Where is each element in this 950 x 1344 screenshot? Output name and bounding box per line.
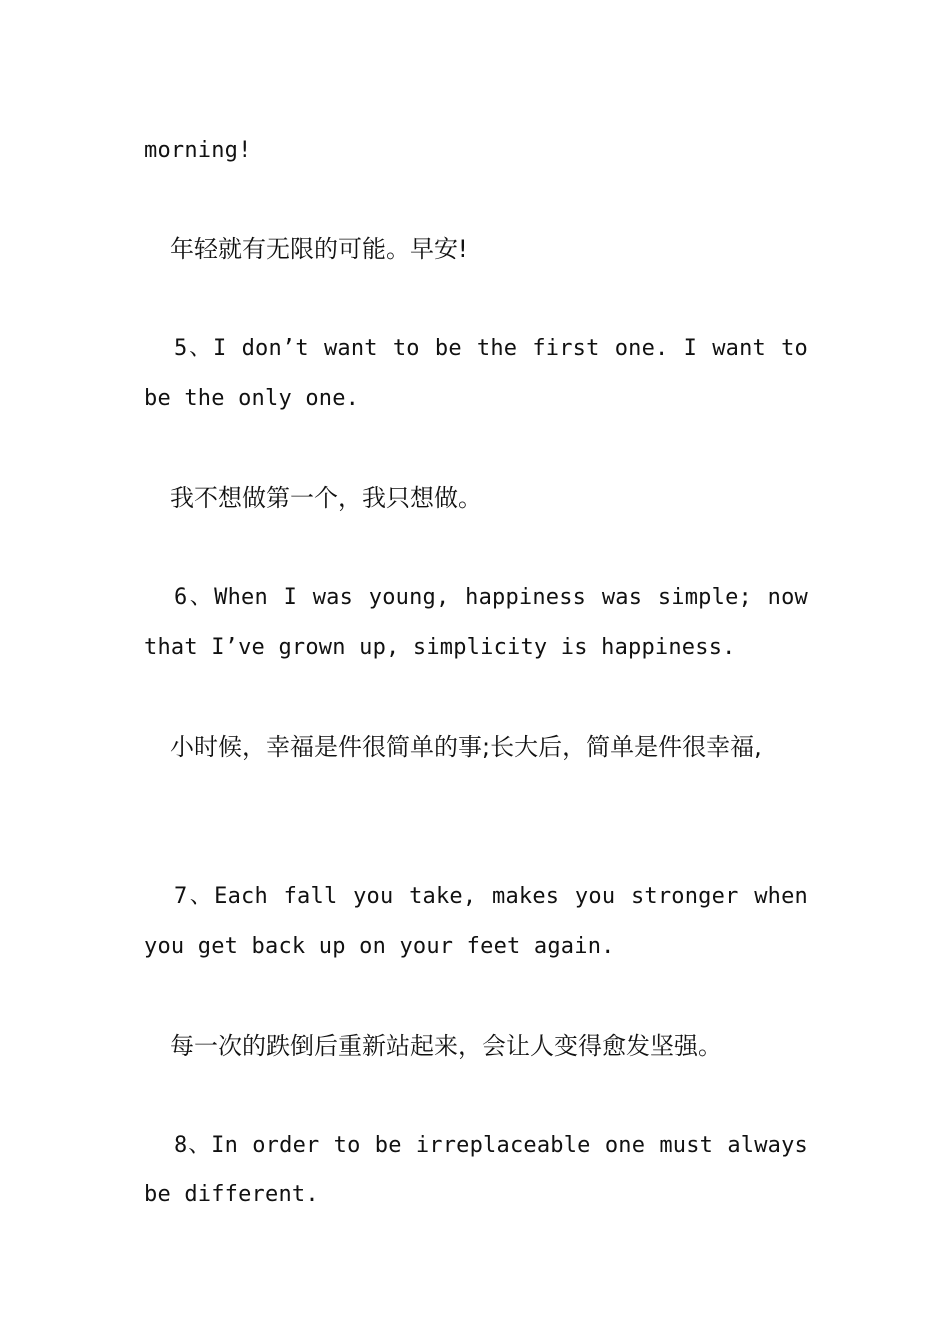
- quote-7-line-1: 7、Each fall you take, makes you stronger when: [174, 884, 808, 909]
- quote-6-line-2: that I’ve grown up, simplicity is happiness.: [144, 635, 736, 660]
- quote-6-line-1: 6、When I was young, happiness was simple; now: [174, 585, 808, 610]
- quote-8-line-1: 8、In order to be irreplaceable one must always: [174, 1133, 808, 1158]
- chinese-translation: 我不想做第一个，我只想做。: [170, 484, 482, 512]
- quote-5-line-2: be the only one.: [144, 386, 360, 411]
- chinese-translation: 年轻就有无限的可能。早安!: [170, 235, 468, 263]
- text-line: morning!: [144, 138, 252, 163]
- chinese-translation: 小时候，幸福是件很简单的事;长大后，简单是件很幸福,: [170, 733, 762, 761]
- quote-8-line-2: be different.: [144, 1182, 319, 1207]
- chinese-translation: 每一次的跌倒后重新站起来，会让人变得愈发坚强。: [170, 1032, 722, 1060]
- quote-7-line-2: you get back up on your feet again.: [144, 934, 615, 959]
- quote-5-line-1: 5、I don’t want to be the first one. I want to: [174, 336, 808, 361]
